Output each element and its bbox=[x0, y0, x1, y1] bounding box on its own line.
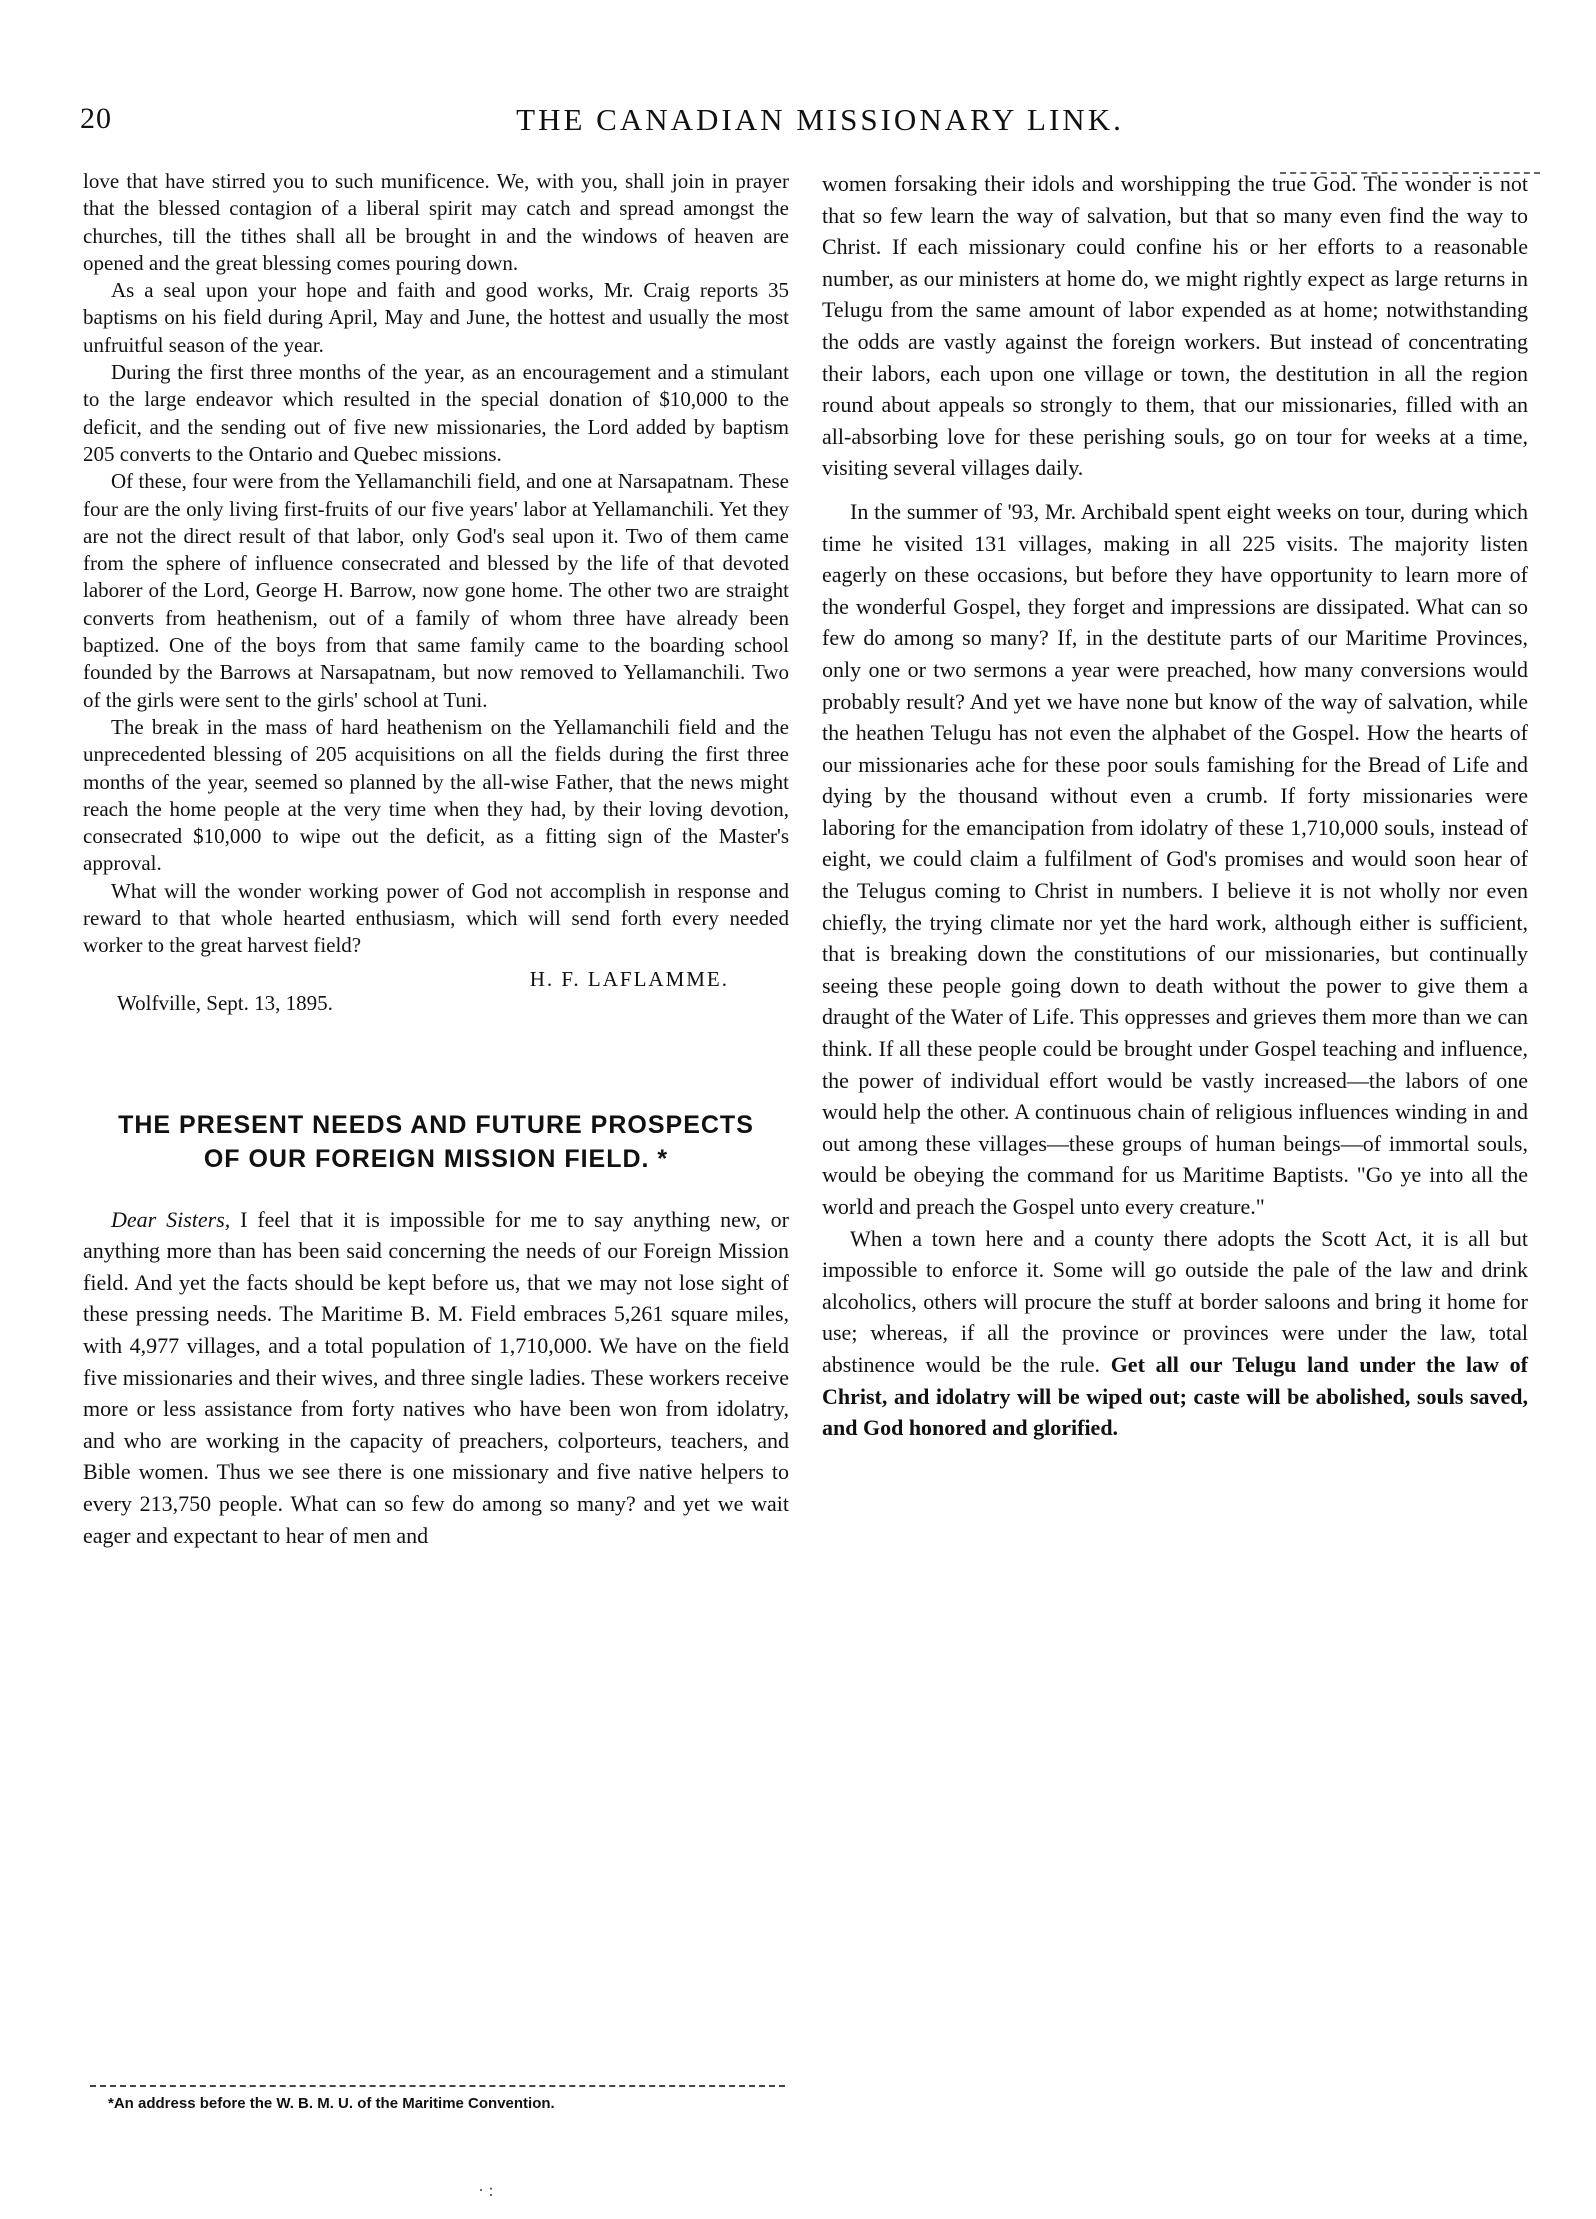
left-paragraph-1: love that have stirred you to such munificence. We, with you, shall join in prayer that the blessed contagion of a liberal spirit may catch and spread amongst the churches, till the tithes shall all be brought in and the windows of heaven are opened and the great blessing comes pouring down. bbox=[83, 169, 789, 275]
signature-block bbox=[83, 966, 789, 1032]
article-paragraph-1 bbox=[83, 1204, 789, 1552]
footnote: *An address before the W. B. M. U. of the Maritime Convention. bbox=[108, 2095, 555, 2112]
page-number: 20 bbox=[80, 102, 112, 135]
page-foot-mark: · : bbox=[478, 2180, 494, 2200]
left-paragraph-3: During the first three months of the year, as an encouragement and a stimulant to the large endeavor which resulted in the special donation of $10,000 to the deficit, and the sending out of five new missionaries, the Lord added by baptism 205 converts to the Ontario and Quebec missions. bbox=[83, 360, 789, 466]
left-paragraph-4: Of these, four were from the Yellamanchili field, and one at Narsapatnam. These four are the only living first-fruits of our five years' labor at Yellamanchili. Yet they are not the direct result of that labor, only God's seal upon it. Two of them came from the sphere of influence consecrated and blessed by the life of that devoted laborer of the Lord, George H. Barrow, now gone home. The other two are straight converts from heathenism, out of a family of whom three have already been baptized. One of the boys from that same family came to the boarding school founded by the Barrows at Narsapatnam, but now removed to Yellamanchili. Two of the girls were sent to the girls' school at Tuni. bbox=[83, 469, 789, 712]
left-paragraph-5: The break in the mass of hard heathenism on the Yellamanchili field and the unprecedented blessing of 205 acquisitions on all the fields during the first three months of the year, seemed so planned by the all-wise Father, that the news might reach the home people at the very time when they had, by their loving devotion, consecrated $10,000 to wipe out the deficit, as a fitting sign of the Master's approval. bbox=[83, 714, 789, 876]
salutation: Dear Sisters, bbox=[111, 1206, 231, 1232]
right-paragraph-3-closing: Get all our Telugu land under the law of Christ, and idolatry will be wiped out; caste will be abolished, souls saved, and God honored and glorified. bbox=[822, 1351, 1528, 1441]
left-column bbox=[83, 168, 789, 1551]
right-paragraph-3-text: When a town here and a county there adopts the Scott Act, it is all but impossible to enforce it. Some will go outside the pale of the law and drink alcoholics, others will procure the stuff at border saloons and bring it home for use; whereas, if all the province or provinces were under the law, total abstinence would be the rule. bbox=[822, 1225, 1528, 1377]
article-body bbox=[83, 1204, 789, 1552]
running-title: THE CANADIAN MISSIONARY LINK. bbox=[516, 102, 1124, 137]
right-column bbox=[822, 168, 1528, 1444]
author-signature: H. F. LAFLAMME. bbox=[529, 966, 729, 991]
left-paragraph-2: As a seal upon your hope and faith and good works, Mr. Craig reports 35 baptisms on his field during April, May and June, the hottest and usually the most unfruitful season of the year. bbox=[83, 278, 789, 357]
right-paragraph-3 bbox=[822, 1223, 1528, 1444]
article-paragraph-1-text: I feel that it is impossible for me to say anything new, or anything more than has been said concerning the needs of our Foreign Mission field. And yet the facts should be kept before us, that we may not lose sight of these pressing needs. The Maritime B. M. Field embraces 5,261 square miles, with 4,977 villages, and a total population of 1,710,000. We have on the field five missionaries and their wives, and three single ladies. These workers receive more or less assistance from forty natives who have been won from idolatry, and who are working in the capacity of preachers, colporteurs, teachers, and Bible women. Thus we see there is one missionary and five native helpers to every 213,750 people. What can so few do among so many? and yet we wait eager and expectant to hear of men and bbox=[83, 1206, 790, 1548]
left-paragraph-6: What will the wonder working power of God not accomplish in response and reward to that whole hearted enthusiasm, which will send forth every needed worker to the great harvest field? bbox=[83, 878, 789, 958]
dateline: Wolfville, Sept. 13, 1895. bbox=[117, 990, 333, 1015]
right-paragraph-2: In the summer of '93, Mr. Archibald spent eight weeks on tour, during which time he visited 131 villages, making in all 225 visits. The majority listen eagerly on these occasions, but before they have opportunity to learn more of the wonderful Gospel, they forget and impressions are dissipated. What can so few do among so many? If, in the destitute parts of our Maritime Provinces, only one or two sermons a year were preached, how many conversions would probably result? And yet we have none but know of the way of salvation, while the heathen Telugu has not even the alphabet of the Gospel. How the hearts of our missionaries ache for these poor souls famishing for the Bread of Life and dying by the thousand without even a crumb. If forty missionaries were laboring for the emancipation from idolatry of these 1,710,000 souls, instead of eight, we could claim a fulfilment of God's promises and would soon hear of the Telugus coming to Christ in numbers. I believe it is not wholly nor even chiefly, the trying climate nor yet the hard work, although either is sufficient, that is breaking down the constitutions of our missionaries, but continually seeing these people going down to death without the power to give them a draught of the Water of Life. This oppresses and grieves them more than we can think. If all these people could be brought under Gospel teaching and influence, the power of individual effort would be vastly increased—the labors of one would help the other. A continuous chain of religious influences winding in and out among these villages—these groups of human beings—of immortal souls, would be obeying the command for us Maritime Baptists. "Go ye into all the world and preach the Gospel unto every creature." bbox=[822, 498, 1528, 1219]
footnote-divider bbox=[90, 2085, 785, 2087]
article-title-line-2: OF OUR FOREIGN MISSION FIELD. * bbox=[203, 1144, 669, 1173]
article-title-line-1: THE PRESENT NEEDS AND FUTURE PROSPECTS bbox=[118, 1110, 754, 1139]
page-header bbox=[80, 102, 1520, 152]
article-title bbox=[83, 1108, 789, 1176]
right-paragraph-1: women forsaking their idols and worshipping the true God. The wonder is not that so few learn the way of salvation, but that so many even find the way to Christ. If each missionary could confine his or her efforts to a reasonable number, as our ministers at home do, we might rightly expect as large returns in Telugu from the same amount of labor expended as at home; notwithstanding the odds are vastly against the foreign workers. But instead of concentrating their labors, each upon one village or town, the destitution in all the region round about appeals so strongly to them, that our missionaries, filled with an all-absorbing love for these perishing souls, go on tour for weeks at a time, visiting several villages daily. bbox=[822, 171, 1528, 481]
